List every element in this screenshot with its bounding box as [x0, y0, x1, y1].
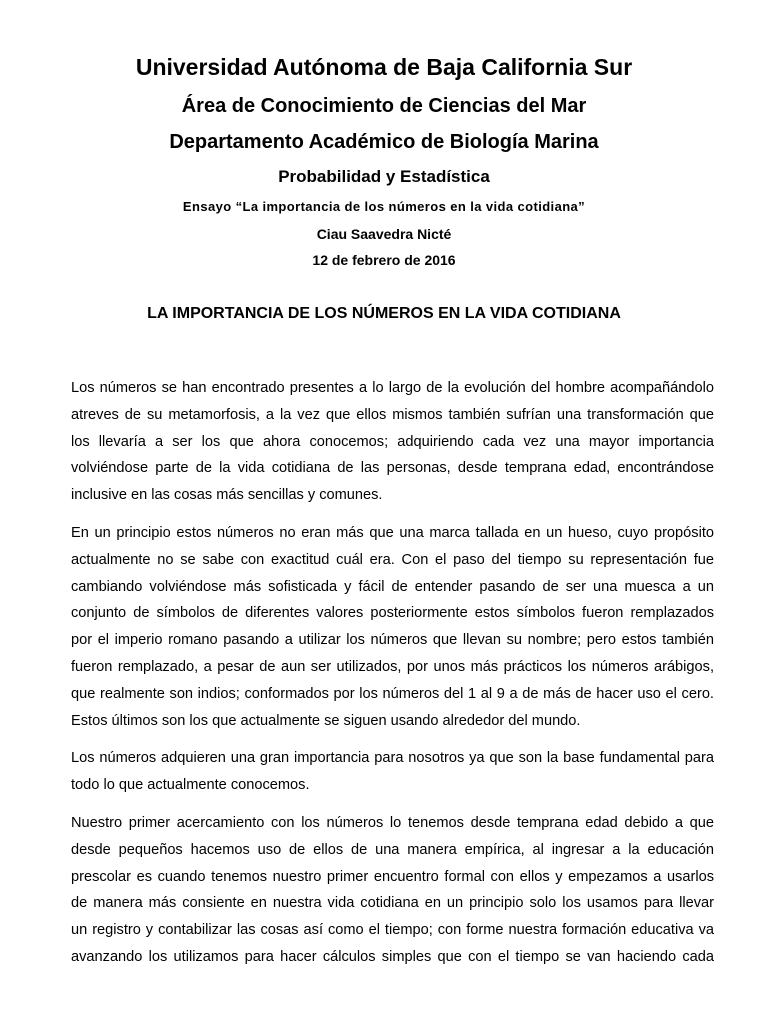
area-name: Área de Conocimiento de Ciencias del Mar [181, 95, 587, 117]
document-body [71, 375, 714, 982]
paragraph-line: que realmente son indios; conformados por los números del 1 al 9 a de más de hacer uso el cero. [71, 685, 714, 702]
paragraph-line: cambiando volviéndose más sofisticada y fácil de entender pasando de ser una muesca a un [71, 578, 714, 595]
paragraph-line: Los números adquieren una gran importancia para nosotros ya que son la base fundamental para [71, 750, 714, 767]
paragraph-line: Los números se han encontrado presentes a lo largo de la evolución del hombre acompañándolo [71, 380, 714, 396]
paragraph-line: En un principio estos números no eran más que una marca tallada en un hueso, cuyo propósito [71, 524, 714, 541]
paragraph [71, 745, 714, 799]
paragraph [71, 520, 714, 734]
paragraph-line: prescolar es cuando tenemos nuestro primer encuentro formal con ellos y empezamos a usarlos [71, 868, 714, 885]
university-name: Universidad Autónoma de Baja California Sur [135, 54, 633, 80]
author-name: Ciau Saavedra Nicté [316, 226, 452, 242]
paragraph-line: Estos últimos son los que actualmente se siguen usando alrededor del mundo. [71, 712, 581, 729]
paragraph [71, 810, 714, 971]
paragraph-line: desde pequeños hacemos uso de ellos de una manera empírica, al ingresar a la educación [71, 841, 714, 858]
paragraph [71, 375, 714, 509]
department-name: Departamento Académico de Biología Marina [169, 131, 599, 153]
paragraph-line: fueron remplazado, a pesar de aun ser utilizados, por unos más prácticos los números arábigos, [71, 658, 714, 675]
document-title: LA IMPORTANCIA DE LOS NÚMEROS EN LA VIDA COTIDIANA [147, 305, 621, 322]
paragraph-line: Nuestro primer acercamiento con los números lo tenemos desde temprana edad debido a que [71, 814, 714, 831]
paragraph-line: volviéndose parte de la vida cotidiana de las personas, desde temprana edad, encontrándose [71, 460, 714, 477]
document-date: 12 de febrero de 2016 [312, 252, 456, 268]
paragraph-line: avanzando los utilizamos para hacer cálculos simples que con el tiempo se van haciendo cada [71, 948, 714, 965]
paragraph-line: actualmente no se sabe con exactitud cuál era. Con el paso del tiempo su representación fue [71, 551, 714, 568]
paragraph-line: los llevaría a ser los que ahora conocemos; adquiriendo cada vez una mayor importancia [71, 433, 714, 450]
essay-title: Ensayo “La importancia de los números en la vida cotidiana” [182, 199, 586, 214]
paragraph-line: atreves de su metamorfosis, a la vez que ellos mismos también sufrían una transformación que [71, 406, 714, 423]
paragraph-line: todo lo que actualmente conocemos. [71, 777, 310, 794]
paragraph-line: por el imperio romano pasando a utilizar los números que llevan su nombre; pero estos también [71, 632, 714, 649]
paragraph-line: inclusive en las cosas más sencillas y comunes. [71, 487, 383, 504]
paragraph-line: un registro y contabilizar las cosas así como el tiempo; con forme nuestra formación educativa va [71, 922, 714, 939]
subject-name: Probabilidad y Estadística [278, 167, 490, 186]
paragraph-line: de manera más consiente en nuestra vida cotidiana en un principio solo los usamos para llevar [71, 895, 714, 912]
paragraph-line: conjunto de símbolos de diferentes valores posteriormente estos símbolos fueron remplazados [71, 605, 714, 622]
